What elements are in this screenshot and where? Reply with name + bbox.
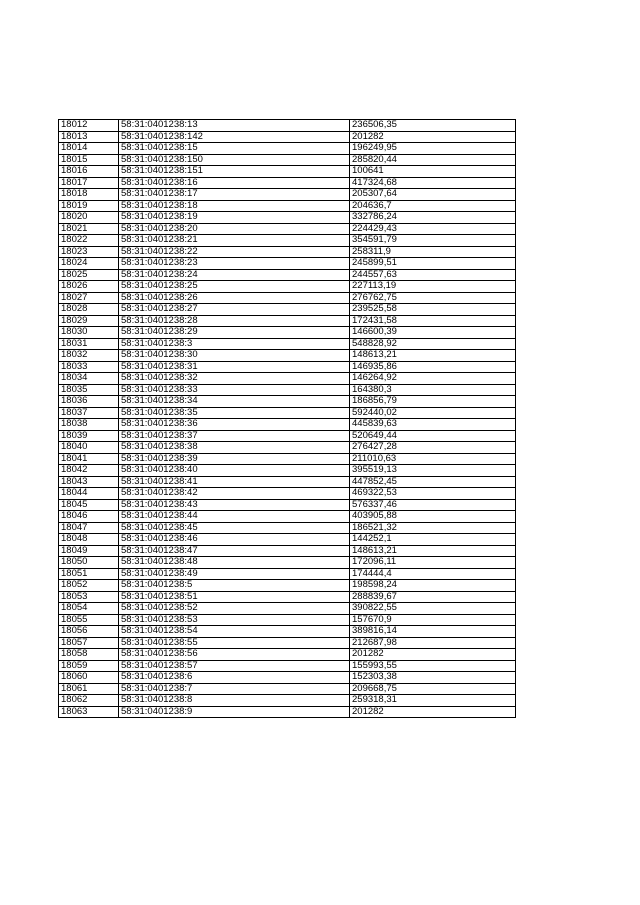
table-row: [59, 361, 516, 373]
table-row: [59, 545, 516, 557]
table-row: [59, 292, 516, 304]
value-cell: 186856,79: [350, 396, 516, 408]
table-row: [59, 476, 516, 488]
row-number-cell: 18047: [59, 522, 119, 534]
cadastral-number-cell: 58:31:0401238:57: [119, 660, 350, 672]
row-number-cell: 18055: [59, 614, 119, 626]
value-cell: 164380,3: [350, 384, 516, 396]
row-number-cell: 18063: [59, 706, 119, 718]
table-row: [59, 557, 516, 569]
value-cell: 146935,86: [350, 361, 516, 373]
row-number-cell: 18057: [59, 637, 119, 649]
cadastral-number-cell: 58:31:0401238:44: [119, 511, 350, 523]
value-cell: 445839,63: [350, 419, 516, 431]
row-number-cell: 18041: [59, 453, 119, 465]
value-cell: 201282: [350, 131, 516, 143]
row-number-cell: 18051: [59, 568, 119, 580]
table-row: [59, 453, 516, 465]
cadastral-number-cell: 58:31:0401238:9: [119, 706, 350, 718]
table-row: [59, 614, 516, 626]
value-cell: 148613,21: [350, 545, 516, 557]
value-cell: 395519,13: [350, 465, 516, 477]
row-number-cell: 18045: [59, 499, 119, 511]
cadastral-number-cell: 58:31:0401238:34: [119, 396, 350, 408]
value-cell: 152303,38: [350, 672, 516, 684]
table-row: [59, 154, 516, 166]
row-number-cell: 18039: [59, 430, 119, 442]
cadastral-number-cell: 58:31:0401238:24: [119, 269, 350, 281]
row-number-cell: 18016: [59, 166, 119, 178]
value-cell: 236506,35: [350, 120, 516, 132]
table-row: [59, 580, 516, 592]
cadastral-number-cell: 58:31:0401238:46: [119, 534, 350, 546]
row-number-cell: 18044: [59, 488, 119, 500]
value-cell: 155993,55: [350, 660, 516, 672]
value-cell: 172431,58: [350, 315, 516, 327]
table-row: [59, 637, 516, 649]
value-cell: 174444,4: [350, 568, 516, 580]
cadastral-number-cell: 58:31:0401238:48: [119, 557, 350, 569]
cadastral-number-cell: 58:31:0401238:3: [119, 338, 350, 350]
cadastral-number-cell: 58:31:0401238:31: [119, 361, 350, 373]
row-number-cell: 18033: [59, 361, 119, 373]
cadastral-number-cell: 58:31:0401238:20: [119, 223, 350, 235]
table-row: [59, 603, 516, 615]
cadastral-number-cell: 58:31:0401238:39: [119, 453, 350, 465]
cadastral-number-cell: 58:31:0401238:33: [119, 384, 350, 396]
table-row: [59, 166, 516, 178]
table-row: [59, 327, 516, 339]
table-row: [59, 235, 516, 247]
row-number-cell: 18014: [59, 143, 119, 155]
value-cell: 354591,79: [350, 235, 516, 247]
value-cell: 403905,88: [350, 511, 516, 523]
value-cell: 592440,02: [350, 407, 516, 419]
value-cell: 212687,98: [350, 637, 516, 649]
table-row: [59, 522, 516, 534]
table-row: [59, 281, 516, 293]
value-cell: 259318,31: [350, 695, 516, 707]
table-row: [59, 706, 516, 718]
cadastral-number-cell: 58:31:0401238:25: [119, 281, 350, 293]
table-row: [59, 246, 516, 258]
cadastral-number-cell: 58:31:0401238:47: [119, 545, 350, 557]
value-cell: 205307,64: [350, 189, 516, 201]
row-number-cell: 18053: [59, 591, 119, 603]
row-number-cell: 18019: [59, 200, 119, 212]
table-row: [59, 407, 516, 419]
value-cell: 227113,19: [350, 281, 516, 293]
value-cell: 276762,75: [350, 292, 516, 304]
cadastral-number-cell: 58:31:0401238:32: [119, 373, 350, 385]
cadastral-number-cell: 58:31:0401238:35: [119, 407, 350, 419]
cadastral-number-cell: 58:31:0401238:49: [119, 568, 350, 580]
cadastral-number-cell: 58:31:0401238:150: [119, 154, 350, 166]
cadastral-number-cell: 58:31:0401238:15: [119, 143, 350, 155]
table-row: [59, 695, 516, 707]
table-row: [59, 660, 516, 672]
value-cell: 148613,21: [350, 350, 516, 362]
row-number-cell: 18017: [59, 177, 119, 189]
row-number-cell: 18050: [59, 557, 119, 569]
row-number-cell: 18013: [59, 131, 119, 143]
row-number-cell: 18054: [59, 603, 119, 615]
value-cell: 288839,67: [350, 591, 516, 603]
cadastral-number-cell: 58:31:0401238:7: [119, 683, 350, 695]
table-row: [59, 430, 516, 442]
row-number-cell: 18038: [59, 419, 119, 431]
cadastral-number-cell: 58:31:0401238:22: [119, 246, 350, 258]
table-row: [59, 442, 516, 454]
value-cell: 417324,68: [350, 177, 516, 189]
table-row: [59, 499, 516, 511]
cadastral-number-cell: 58:31:0401238:17: [119, 189, 350, 201]
cadastral-number-cell: 58:31:0401238:40: [119, 465, 350, 477]
row-number-cell: 18046: [59, 511, 119, 523]
value-cell: 239525,58: [350, 304, 516, 316]
table-row: [59, 683, 516, 695]
value-cell: 146600,39: [350, 327, 516, 339]
cadastral-number-cell: 58:31:0401238:151: [119, 166, 350, 178]
cadastral-number-cell: 58:31:0401238:13: [119, 120, 350, 132]
row-number-cell: 18027: [59, 292, 119, 304]
value-cell: 224429,43: [350, 223, 516, 235]
cadastral-number-cell: 58:31:0401238:29: [119, 327, 350, 339]
row-number-cell: 18029: [59, 315, 119, 327]
table-row: [59, 465, 516, 477]
table-row: [59, 143, 516, 155]
cadastral-number-cell: 58:31:0401238:8: [119, 695, 350, 707]
value-cell: 211010,63: [350, 453, 516, 465]
row-number-cell: 18034: [59, 373, 119, 385]
table-row: [59, 269, 516, 281]
row-number-cell: 18043: [59, 476, 119, 488]
row-number-cell: 18031: [59, 338, 119, 350]
value-cell: 196249,95: [350, 143, 516, 155]
row-number-cell: 18026: [59, 281, 119, 293]
value-cell: 548828,92: [350, 338, 516, 350]
row-number-cell: 18058: [59, 649, 119, 661]
value-cell: 285820,44: [350, 154, 516, 166]
row-number-cell: 18020: [59, 212, 119, 224]
cadastral-number-cell: 58:31:0401238:21: [119, 235, 350, 247]
row-number-cell: 18030: [59, 327, 119, 339]
cadastral-number-cell: 58:31:0401238:16: [119, 177, 350, 189]
value-cell: 201282: [350, 706, 516, 718]
cadastral-number-cell: 58:31:0401238:28: [119, 315, 350, 327]
value-cell: 198598,24: [350, 580, 516, 592]
cadastral-number-cell: 58:31:0401238:56: [119, 649, 350, 661]
value-cell: 576337,46: [350, 499, 516, 511]
table-row: [59, 131, 516, 143]
cadastral-number-cell: 58:31:0401238:54: [119, 626, 350, 638]
row-number-cell: 18018: [59, 189, 119, 201]
row-number-cell: 18023: [59, 246, 119, 258]
value-cell: 172096,11: [350, 557, 516, 569]
value-cell: 520649,44: [350, 430, 516, 442]
row-number-cell: 18061: [59, 683, 119, 695]
table-body: [59, 120, 516, 718]
cadastral-number-cell: 58:31:0401238:23: [119, 258, 350, 270]
row-number-cell: 18048: [59, 534, 119, 546]
value-cell: 258311,9: [350, 246, 516, 258]
row-number-cell: 18060: [59, 672, 119, 684]
table-row: [59, 338, 516, 350]
table-row: [59, 373, 516, 385]
row-number-cell: 18025: [59, 269, 119, 281]
row-number-cell: 18042: [59, 465, 119, 477]
cadastral-number-cell: 58:31:0401238:52: [119, 603, 350, 615]
value-cell: 389816,14: [350, 626, 516, 638]
value-cell: 157670,9: [350, 614, 516, 626]
cadastral-number-cell: 58:31:0401238:27: [119, 304, 350, 316]
cadastral-number-cell: 58:31:0401238:51: [119, 591, 350, 603]
row-number-cell: 18022: [59, 235, 119, 247]
row-number-cell: 18012: [59, 120, 119, 132]
value-cell: 201282: [350, 649, 516, 661]
table-row: [59, 568, 516, 580]
table-row: [59, 511, 516, 523]
table-row: [59, 350, 516, 362]
table-row: [59, 488, 516, 500]
value-cell: 245899,51: [350, 258, 516, 270]
table-row: [59, 672, 516, 684]
cadastral-number-cell: 58:31:0401238:53: [119, 614, 350, 626]
row-number-cell: 18015: [59, 154, 119, 166]
cadastral-number-cell: 58:31:0401238:36: [119, 419, 350, 431]
value-cell: 146264,92: [350, 373, 516, 385]
table-row: [59, 396, 516, 408]
cadastral-number-cell: 58:31:0401238:18: [119, 200, 350, 212]
table-row: [59, 189, 516, 201]
cadastral-number-cell: 58:31:0401238:41: [119, 476, 350, 488]
document-page-table-area: [58, 119, 516, 718]
row-number-cell: 18028: [59, 304, 119, 316]
cadastral-number-cell: 58:31:0401238:43: [119, 499, 350, 511]
value-cell: 276427,28: [350, 442, 516, 454]
value-cell: 244557,63: [350, 269, 516, 281]
table-row: [59, 315, 516, 327]
table-row: [59, 534, 516, 546]
table-row: [59, 200, 516, 212]
row-number-cell: 18062: [59, 695, 119, 707]
row-number-cell: 18049: [59, 545, 119, 557]
cadastral-number-cell: 58:31:0401238:5: [119, 580, 350, 592]
cadastral-number-cell: 58:31:0401238:42: [119, 488, 350, 500]
cadastral-number-cell: 58:31:0401238:30: [119, 350, 350, 362]
value-cell: 390822,55: [350, 603, 516, 615]
cadastral-value-table: [58, 119, 516, 718]
value-cell: 144252,1: [350, 534, 516, 546]
table-row: [59, 591, 516, 603]
table-row: [59, 258, 516, 270]
row-number-cell: 18021: [59, 223, 119, 235]
cadastral-number-cell: 58:31:0401238:38: [119, 442, 350, 454]
row-number-cell: 18035: [59, 384, 119, 396]
row-number-cell: 18037: [59, 407, 119, 419]
table-row: [59, 384, 516, 396]
table-row: [59, 223, 516, 235]
table-row: [59, 649, 516, 661]
value-cell: 469322,53: [350, 488, 516, 500]
table-row: [59, 212, 516, 224]
row-number-cell: 18052: [59, 580, 119, 592]
row-number-cell: 18040: [59, 442, 119, 454]
value-cell: 186521,32: [350, 522, 516, 534]
table-row: [59, 626, 516, 638]
row-number-cell: 18036: [59, 396, 119, 408]
row-number-cell: 18056: [59, 626, 119, 638]
value-cell: 447852,45: [350, 476, 516, 488]
cadastral-number-cell: 58:31:0401238:37: [119, 430, 350, 442]
row-number-cell: 18059: [59, 660, 119, 672]
value-cell: 332786,24: [350, 212, 516, 224]
table-row: [59, 120, 516, 132]
row-number-cell: 18032: [59, 350, 119, 362]
cadastral-number-cell: 58:31:0401238:142: [119, 131, 350, 143]
cadastral-number-cell: 58:31:0401238:19: [119, 212, 350, 224]
cadastral-number-cell: 58:31:0401238:55: [119, 637, 350, 649]
value-cell: 100641: [350, 166, 516, 178]
table-row: [59, 419, 516, 431]
row-number-cell: 18024: [59, 258, 119, 270]
value-cell: 204636,7: [350, 200, 516, 212]
table-row: [59, 304, 516, 316]
cadastral-number-cell: 58:31:0401238:26: [119, 292, 350, 304]
cadastral-number-cell: 58:31:0401238:45: [119, 522, 350, 534]
cadastral-number-cell: 58:31:0401238:6: [119, 672, 350, 684]
value-cell: 209668,75: [350, 683, 516, 695]
table-row: [59, 177, 516, 189]
